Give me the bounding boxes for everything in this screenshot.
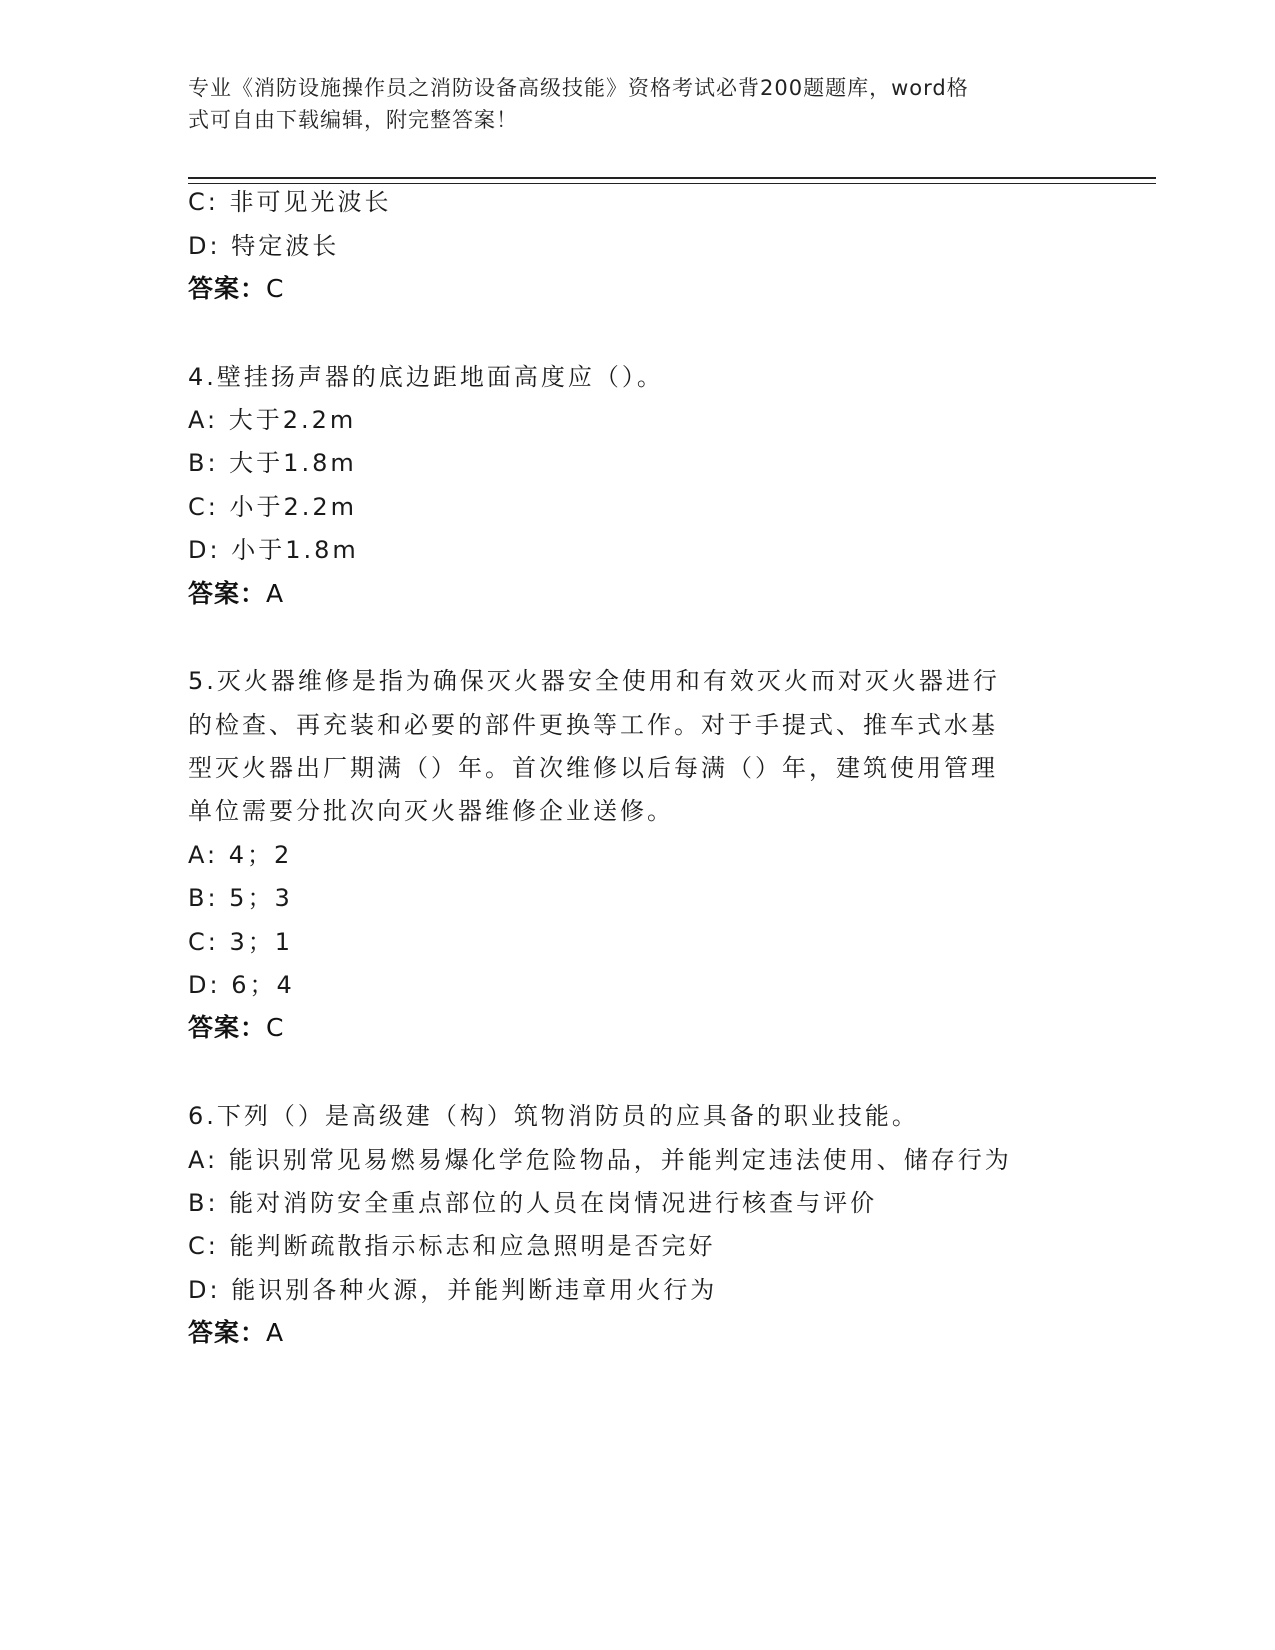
question-6-option-a: A: 能识别常见易燃易爆化学危险物品，并能判定违法使用、储存行为 <box>188 1146 1012 1174</box>
answer-label: 答案： <box>188 1013 267 1042</box>
question-4-option-c: C: 小于2.2m <box>188 493 358 521</box>
question-6-answer <box>188 1317 284 1349</box>
question-4-option-b: B: 大于1.8m <box>188 449 357 477</box>
answer-value: C <box>266 274 285 303</box>
question-5-stem-line-1: 5.灭火器维修是指为确保灭火器安全使用和有效灭火而对灭火器进行 <box>188 667 1000 695</box>
question-6-option-d: D: 能识别各种火源，并能判断违章用火行为 <box>188 1276 718 1304</box>
question-4-option-d: D: 小于1.8m <box>188 536 359 564</box>
answer-value: A <box>266 1318 285 1347</box>
answer-line <box>188 273 284 305</box>
answer-value: C <box>266 1013 285 1042</box>
question-5-option-b: B: 5；3 <box>188 884 293 912</box>
question-4-answer <box>188 578 284 610</box>
document-header <box>188 72 1068 136</box>
question-6-option-c: C: 能判断疏散指示标志和应急照明是否完好 <box>188 1232 716 1260</box>
question-5-stem-line-2: 的检查、再充装和必要的部件更换等工作。对于手提式、推车式水基 <box>188 711 998 739</box>
answer-label: 答案： <box>188 1318 267 1347</box>
header-rule-thin <box>188 183 1156 184</box>
question-5-stem-line-3: 型灭火器出厂期满（）年。首次维修以后每满（）年，建筑使用管理 <box>188 754 998 782</box>
question-5-option-d: D: 6；4 <box>188 971 295 999</box>
question-5-option-a: A: 4；2 <box>188 841 293 869</box>
question-5-answer <box>188 1012 284 1044</box>
question-6-option-b: B: 能对消防安全重点部位的人员在岗情况进行核查与评价 <box>188 1189 878 1217</box>
option-d: D: 特定波长 <box>188 232 340 260</box>
question-6-stem: 6.下列（）是高级建（构）筑物消防员的应具备的职业技能。 <box>188 1102 919 1130</box>
question-5-stem-line-4: 单位需要分批次向灭火器维修企业送修。 <box>188 797 674 825</box>
answer-value: A <box>266 579 285 608</box>
header-line-2: 式可自由下载编辑，附完整答案！ <box>188 108 518 132</box>
answer-label: 答案： <box>188 274 267 303</box>
question-4-option-a: A: 大于2.2m <box>188 406 357 434</box>
answer-label: 答案： <box>188 579 267 608</box>
option-c: C: 非可见光波长 <box>188 188 392 216</box>
question-4-stem: 4.壁挂扬声器的底边距地面高度应（）。 <box>188 363 664 391</box>
question-5-option-c: C: 3；1 <box>188 928 294 956</box>
header-rule-thick <box>188 177 1156 179</box>
header-line-1: 专业《消防设施操作员之消防设备高级技能》资格考试必背200题题库，word格 <box>188 76 969 100</box>
